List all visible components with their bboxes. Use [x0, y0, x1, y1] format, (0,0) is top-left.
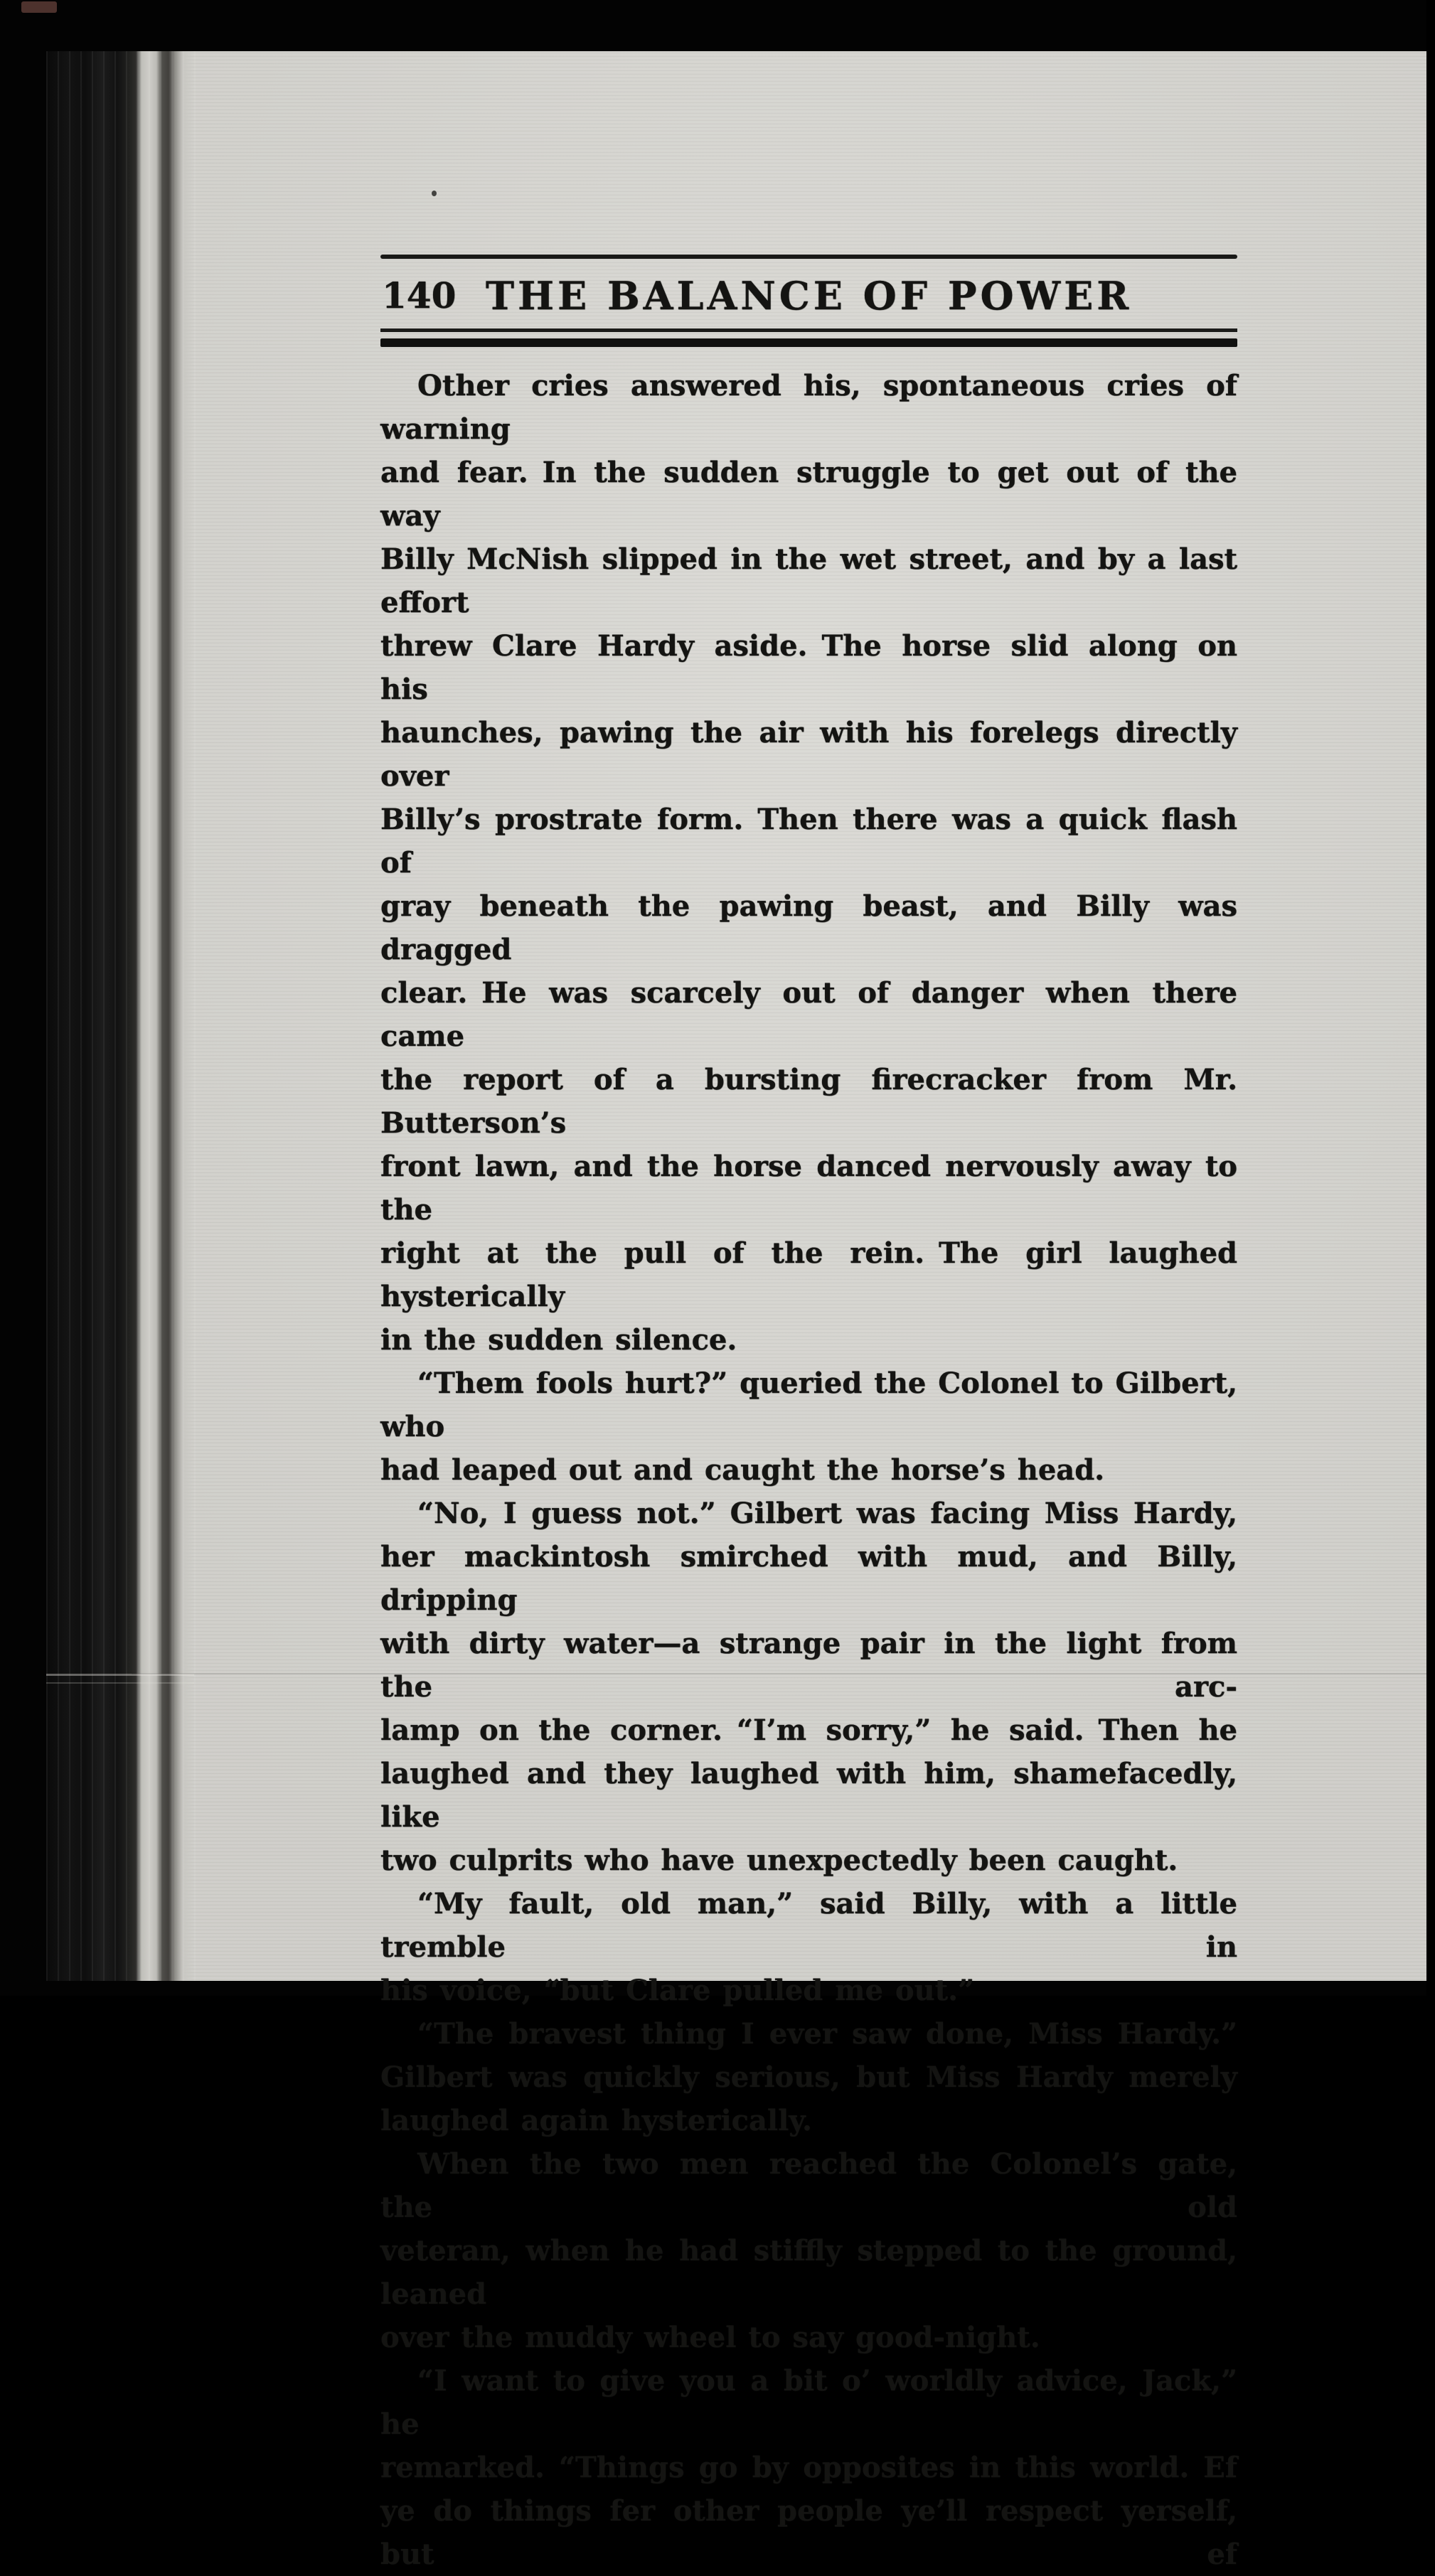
text-line: Gilbert was quickly serious, but Miss Hardy merely — [380, 2061, 1237, 2094]
text-line: ye do things fer other people ye’ll respect yerself, but ef — [380, 2494, 1237, 2571]
book-gutter-shadow — [46, 51, 196, 1981]
text-line: had leaped out and caught the horse’s head. — [380, 1453, 1105, 1487]
paragraph — [380, 364, 1237, 1362]
text-line: lamp on the corner. “I’m sorry,” he said. Then he — [380, 1714, 1237, 1747]
paragraph — [380, 1882, 1237, 2012]
text-line: “Them fools hurt?” queried the Colonel to Gilbert, who — [380, 1367, 1237, 1443]
scan-streak — [46, 1682, 194, 1684]
paragraph — [380, 1492, 1237, 1882]
text-line: “The bravest thing I ever saw done, Miss Hardy.” — [417, 2017, 1237, 2051]
text-line: haunches, pawing the air with his forelegs directly over — [380, 716, 1237, 793]
text-line: his voice, “but Clare pulled me out.” — [380, 1974, 975, 2007]
paragraph — [380, 2142, 1237, 2359]
text-line: the report of a bursting firecracker from Mr. Butterson’s — [380, 1063, 1237, 1140]
scan-right-border — [1426, 0, 1435, 1996]
text-line: “My fault, old man,” said Billy, with a little tremble in — [380, 1887, 1237, 1964]
text-line: and fear. In the sudden struggle to get out of the way — [380, 456, 1237, 533]
text-line: Other cries answered his, spontaneous cries of warning — [380, 369, 1237, 446]
text-line: front lawn, and the horse danced nervously away to the — [380, 1150, 1237, 1226]
header-rule-thick — [380, 338, 1237, 347]
paragraph — [380, 2012, 1237, 2142]
text-line: with dirty water—a strange pair in the light from the arc- — [380, 1627, 1237, 1704]
text-line: over the muddy wheel to say good-night. — [380, 2321, 1040, 2354]
paragraph — [380, 1362, 1237, 1492]
text-line: veteran, when he had stiffly stepped to the ground, leaned — [380, 2234, 1237, 2311]
text-line: remarked. “Things go by opposites in this world. Ef — [380, 2451, 1237, 2484]
text-line: Billy McNish slipped in the wet street, and by a last effort — [380, 543, 1237, 619]
ink-speck — [432, 191, 437, 196]
text-line: laughed again hysterically. — [380, 2104, 812, 2137]
text-line: threw Clare Hardy aside. The horse slid along on his — [380, 629, 1237, 706]
text-line: “I want to give you a bit o’ worldly advice, Jack,” he — [380, 2364, 1237, 2441]
running-title: THE BALANCE OF POWER — [485, 273, 1133, 319]
text-line: clear. He was scarcely out of danger when there came — [380, 976, 1237, 1053]
body-text — [380, 364, 1237, 2576]
page-header — [380, 273, 1237, 319]
text-line: Billy’s prostrate form. Then there was a quick flash of — [380, 803, 1237, 880]
text-line: in the sudden silence. — [380, 1323, 737, 1357]
text-line: “No, I guess not.” Gilbert was facing Miss Hardy, — [417, 1497, 1237, 1530]
book-page — [46, 51, 1426, 2571]
text-line: When the two men reached the Colonel’s gate, the old — [380, 2147, 1237, 2224]
text-block — [380, 255, 1237, 2576]
page-number: 140 — [382, 274, 457, 316]
header-rule-top — [380, 255, 1237, 259]
scan-corner-mark — [21, 1, 57, 13]
header-rule-thin — [380, 328, 1237, 332]
text-line: right at the pull of the rein. The girl laughed hysterically — [380, 1236, 1237, 1313]
paragraph — [380, 2359, 1237, 2576]
text-line: her mackintosh smirched with mud, and Billy, dripping — [380, 1540, 1237, 1617]
text-line: laughed and they laughed with him, shamefacedly, like — [380, 1757, 1237, 1834]
text-line: two culprits who have unexpectedly been caught. — [380, 1844, 1178, 1877]
text-line: gray beneath the pawing beast, and Billy was dragged — [380, 889, 1237, 966]
